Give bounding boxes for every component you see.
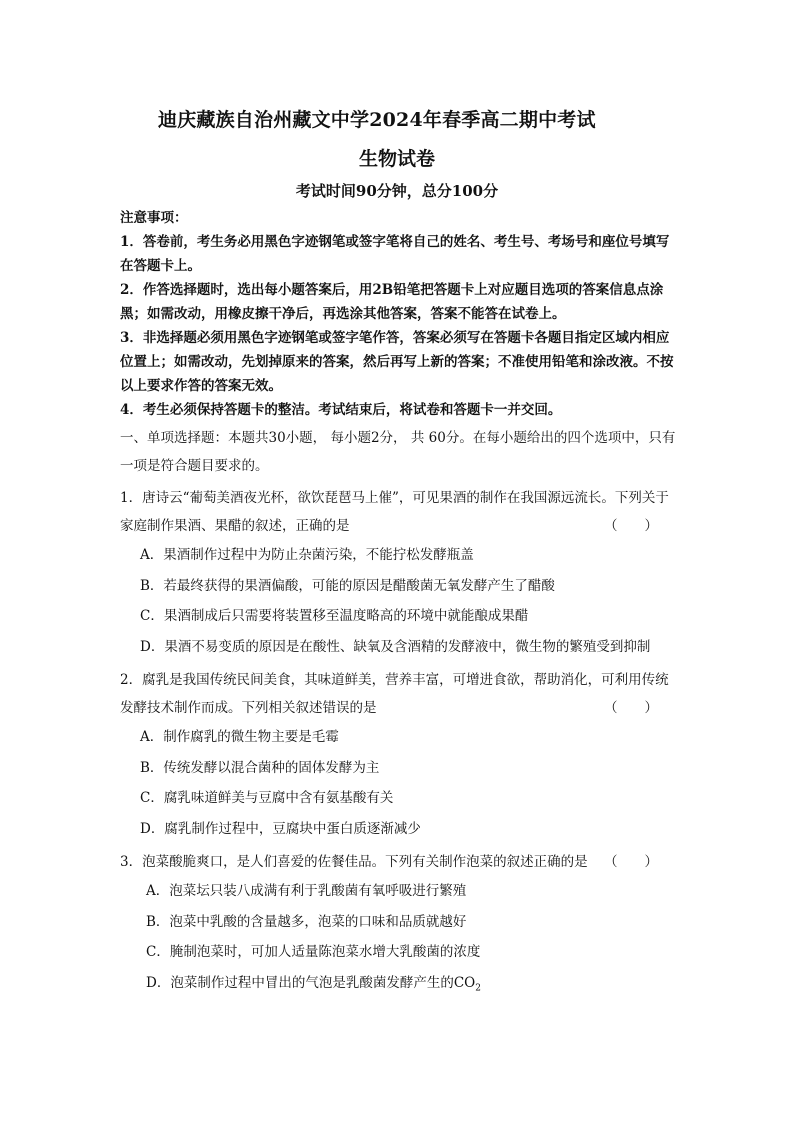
question-2: [120, 666, 680, 844]
question-text: 2．腐乳是我国传统民间美食，其味道鲜美，营养丰富，可增进食欲，帮助消化，可利用传统发酵技术制作而成。下列相关叙述错误的是: [120, 672, 669, 716]
answer-parentheses: （ ）: [604, 518, 658, 534]
exam-title: 迪庆藏族自治州藏文中学2024年春季高二期中考试: [158, 109, 596, 131]
answer-parentheses: （ ）: [604, 700, 658, 716]
option-b: B．泡菜中乳酸的含量越多，泡菜的口味和品质就越好: [146, 913, 467, 930]
exam-content: [120, 206, 680, 1004]
option-b: B．传统发酵以混合菌种的固体发酵为主: [140, 759, 380, 776]
question-text: 3．泡菜酸脆爽口，是人们喜爱的佐餐佳品。下列有关制作泡菜的叙述正确的是: [120, 854, 588, 870]
option-a: A．泡菜坛只装八成满有利于乳酸菌有氧呼吸进行繁殖: [146, 883, 467, 899]
note-item: 2．作答选择题时，选出每小题答案后，用2B铅笔把答题卡上对应题目选项的答案信息点涂黑；如需改动，用橡皮擦干净后，再选涂其他答案，答案不能答在试卷上。: [120, 282, 664, 322]
option-a: A．制作腐乳的微生物主要是毛霉: [140, 729, 339, 745]
option-d: [120, 968, 680, 1004]
option-d: D．果酒不易变质的原因是在酸性、缺氧及含酒精的发酵液中，微生物的繁殖受到抑制: [140, 638, 651, 655]
notes-heading: 注意事项：: [120, 210, 188, 226]
exam-time-info: 考试时间90分钟，总分100分: [295, 182, 499, 200]
question-stem: [120, 484, 680, 540]
note-item: 4．考生必须保持答题卡的整洁。考试结束后，将试卷和答题卡一并交回。: [120, 402, 562, 418]
option-c: C．腌制泡菜时，可加人适量陈泡菜水增大乳酸菌的浓度: [146, 944, 481, 960]
question-stem: [120, 666, 680, 722]
note-item: 1．答卷前，考生务必用黑色字迹钢笔或签字笔将自己的姓名、考生号、考场号和座位号填写在答题卡上。: [120, 234, 670, 274]
section-heading: 一、单项选择题：本题共30小题， 每小题2分， 共 60分。在每小题给出的四个选项中，只有一项是符合题目要求的。: [120, 430, 676, 474]
option-b: B．若最终获得的果酒偏酸，可能的原因是醋酸菌无氧发酵产生了醋酸: [140, 577, 555, 594]
question-stem: [120, 848, 680, 876]
option-a: A．果酒制作过程中为防止杂菌污染，不能拧松发酵瓶盖: [140, 547, 474, 563]
question-3: [120, 848, 680, 1004]
note-item: 3．非选择题必须用黑色字迹钢笔或签字笔作答，答案必须写在答题卡各题目指定区域内相应位置上；如需改动，先划掉原来的答案，然后再写上新的答案；不准使用铅笔和涂改液。不按以上要求作答的答案无效。: [120, 330, 674, 394]
option-c: C．腐乳味道鲜美与豆腐中含有氨基酸有关: [140, 790, 394, 806]
option-c: C．果酒制成后只需要将装置移至温度略高的环境中就能酿成果醋: [140, 608, 529, 624]
answer-parentheses: （ ）: [604, 854, 658, 870]
co2-subscript: 2: [475, 983, 481, 994]
question-1: [120, 484, 680, 662]
question-text: 1．唐诗云“葡萄美酒夜光杯，欲饮琵琶马上催”，可见果酒的制作在我国源远流长。下列关于家庭制作果酒、果醋的叙述，正确的是: [120, 490, 669, 534]
option-d-text: D．泡菜制作过程中冒出的气泡是乳酸菌发酵产生的CO: [146, 974, 476, 991]
option-d: D．腐乳制作过程中，豆腐块中蛋白质逐渐减少: [140, 820, 421, 837]
subject-title: 生物试卷: [358, 148, 435, 170]
